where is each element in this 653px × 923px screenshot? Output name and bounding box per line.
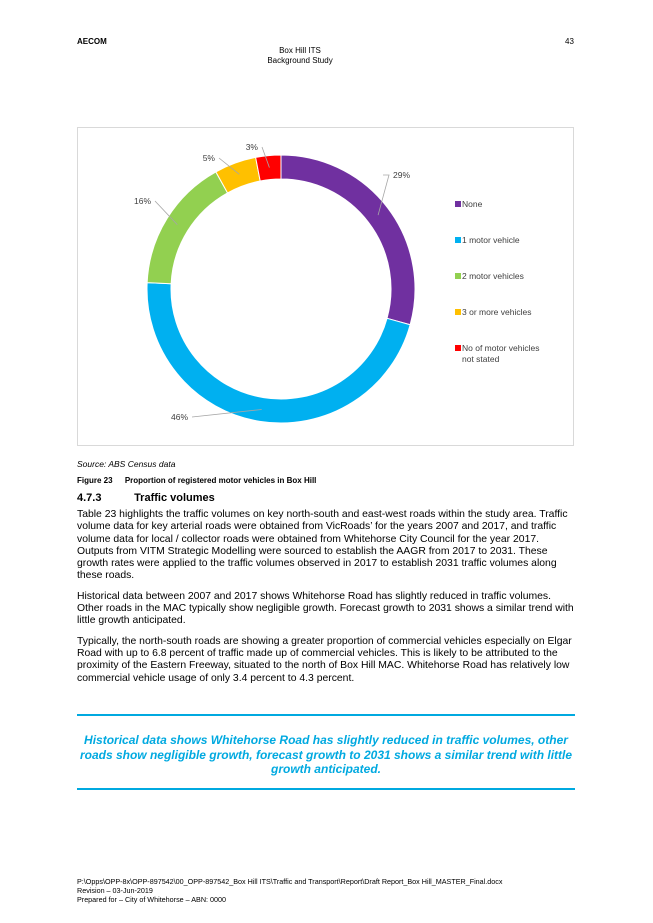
legend-label: None [462,199,483,209]
figure-caption-text: Proportion of registered motor vehicles in Box Hill [124,476,317,485]
callout-bottom-rule [77,788,575,790]
legend-label: No of motor vehicles not stated [462,343,540,364]
legend-swatch [455,273,461,279]
paragraph: Historical data between 2007 and 2017 shows Whitehorse Road has slightly reduced in traffic volumes. Other roads in the MAC typically show negligible growth. Forecast growth to 2031 shows a similar trend with little growth anticipated. [77,590,574,627]
data-label-no-of-motor-vehicles-not-stated: 3% [245,142,258,152]
legend-label: 3 or more vehicles [462,307,532,317]
callout-text: Historical data shows Whitehorse Road has slightly reduced in traffic volumes, other roads show negligible growth, forecast growth to 2031 shows a similar trend with little growth anticipated. [79,733,573,776]
figure-number: Figure 23 [77,476,113,485]
data-label-none: 29% [393,170,411,180]
legend-swatch [455,237,461,243]
slice-none [281,155,415,325]
legend-swatch [455,201,461,207]
footer [77,877,502,904]
slice-1-motor-vehicle [147,283,410,423]
callout-top-rule [77,714,575,716]
footer-revision: Revision – 03-Jun-2019 [77,886,153,895]
legend-swatch [455,309,461,315]
figure-source: Source: ABS Census data [77,459,176,469]
legend-swatch [455,345,461,351]
legend-label: 1 motor vehicle [462,235,520,245]
donut-chart-svg [78,128,575,447]
footer-file-path: P:\Opps\OPP-8x\OPP-897542\00_OPP-897542_Box Hill ITS\Traffic and Transport\Report\Draft Report_Box Hill_MASTER_Final.docx [77,877,503,886]
slice-2-motor-vehicles [147,172,227,284]
document-title-line-1: Box Hill ITS [279,46,321,55]
document-title-line-2: Background Study [267,56,333,65]
paragraph: Typically, the north-south roads are showing a greater proportion of commercial vehicles especially on Elgar Road with up to 6.8 percent of traffic made up of commercial vehicles. This is likely to be attributed to the proximity of the Eastern Freeway, situated to the north of Box Hill MAC. Whitehorse Road has relatively low commercial vehicle usage of only 3.4 percent to 4.3 percent. [77,635,572,684]
section-heading [77,492,215,504]
page-number: 43 [565,37,574,46]
footer-prepared-for: Prepared for – City of Whitehorse – ABN: 0000 [77,895,227,904]
legend-label: 2 motor vehicles [462,271,524,281]
company-name: AECOM [77,37,107,46]
data-label-3-or-more-vehicles: 5% [202,153,215,163]
data-label-2-motor-vehicles: 16% [133,196,151,206]
section-number: 4.7.3 [77,492,102,504]
donut-chart [77,127,574,446]
document-title [0,46,600,66]
slice-no-of-motor-vehicles-not-stated [256,155,281,181]
body-text [77,509,577,693]
paragraph: Table 23 highlights the traffic volumes on key north-south and east-west roads within the study area. Traffic volume data for key arterial roads were obtained from VicRoads’ for the years 2007 and 2017, and traffic volume data for local / collector roads were obtained from Whitehorse City Council for the year 2017. Outputs from VITM Strategic Modelling were sourced to establish the AAGR from 2017 to 2031. These growth rates were applied to the traffic volumes observed in 2017 to establish 2031 traffic volumes along these roads. [77,509,568,582]
data-label-1-motor-vehicle: 46% [170,412,188,422]
section-title: Traffic volumes [134,492,215,504]
figure-caption [77,476,316,485]
